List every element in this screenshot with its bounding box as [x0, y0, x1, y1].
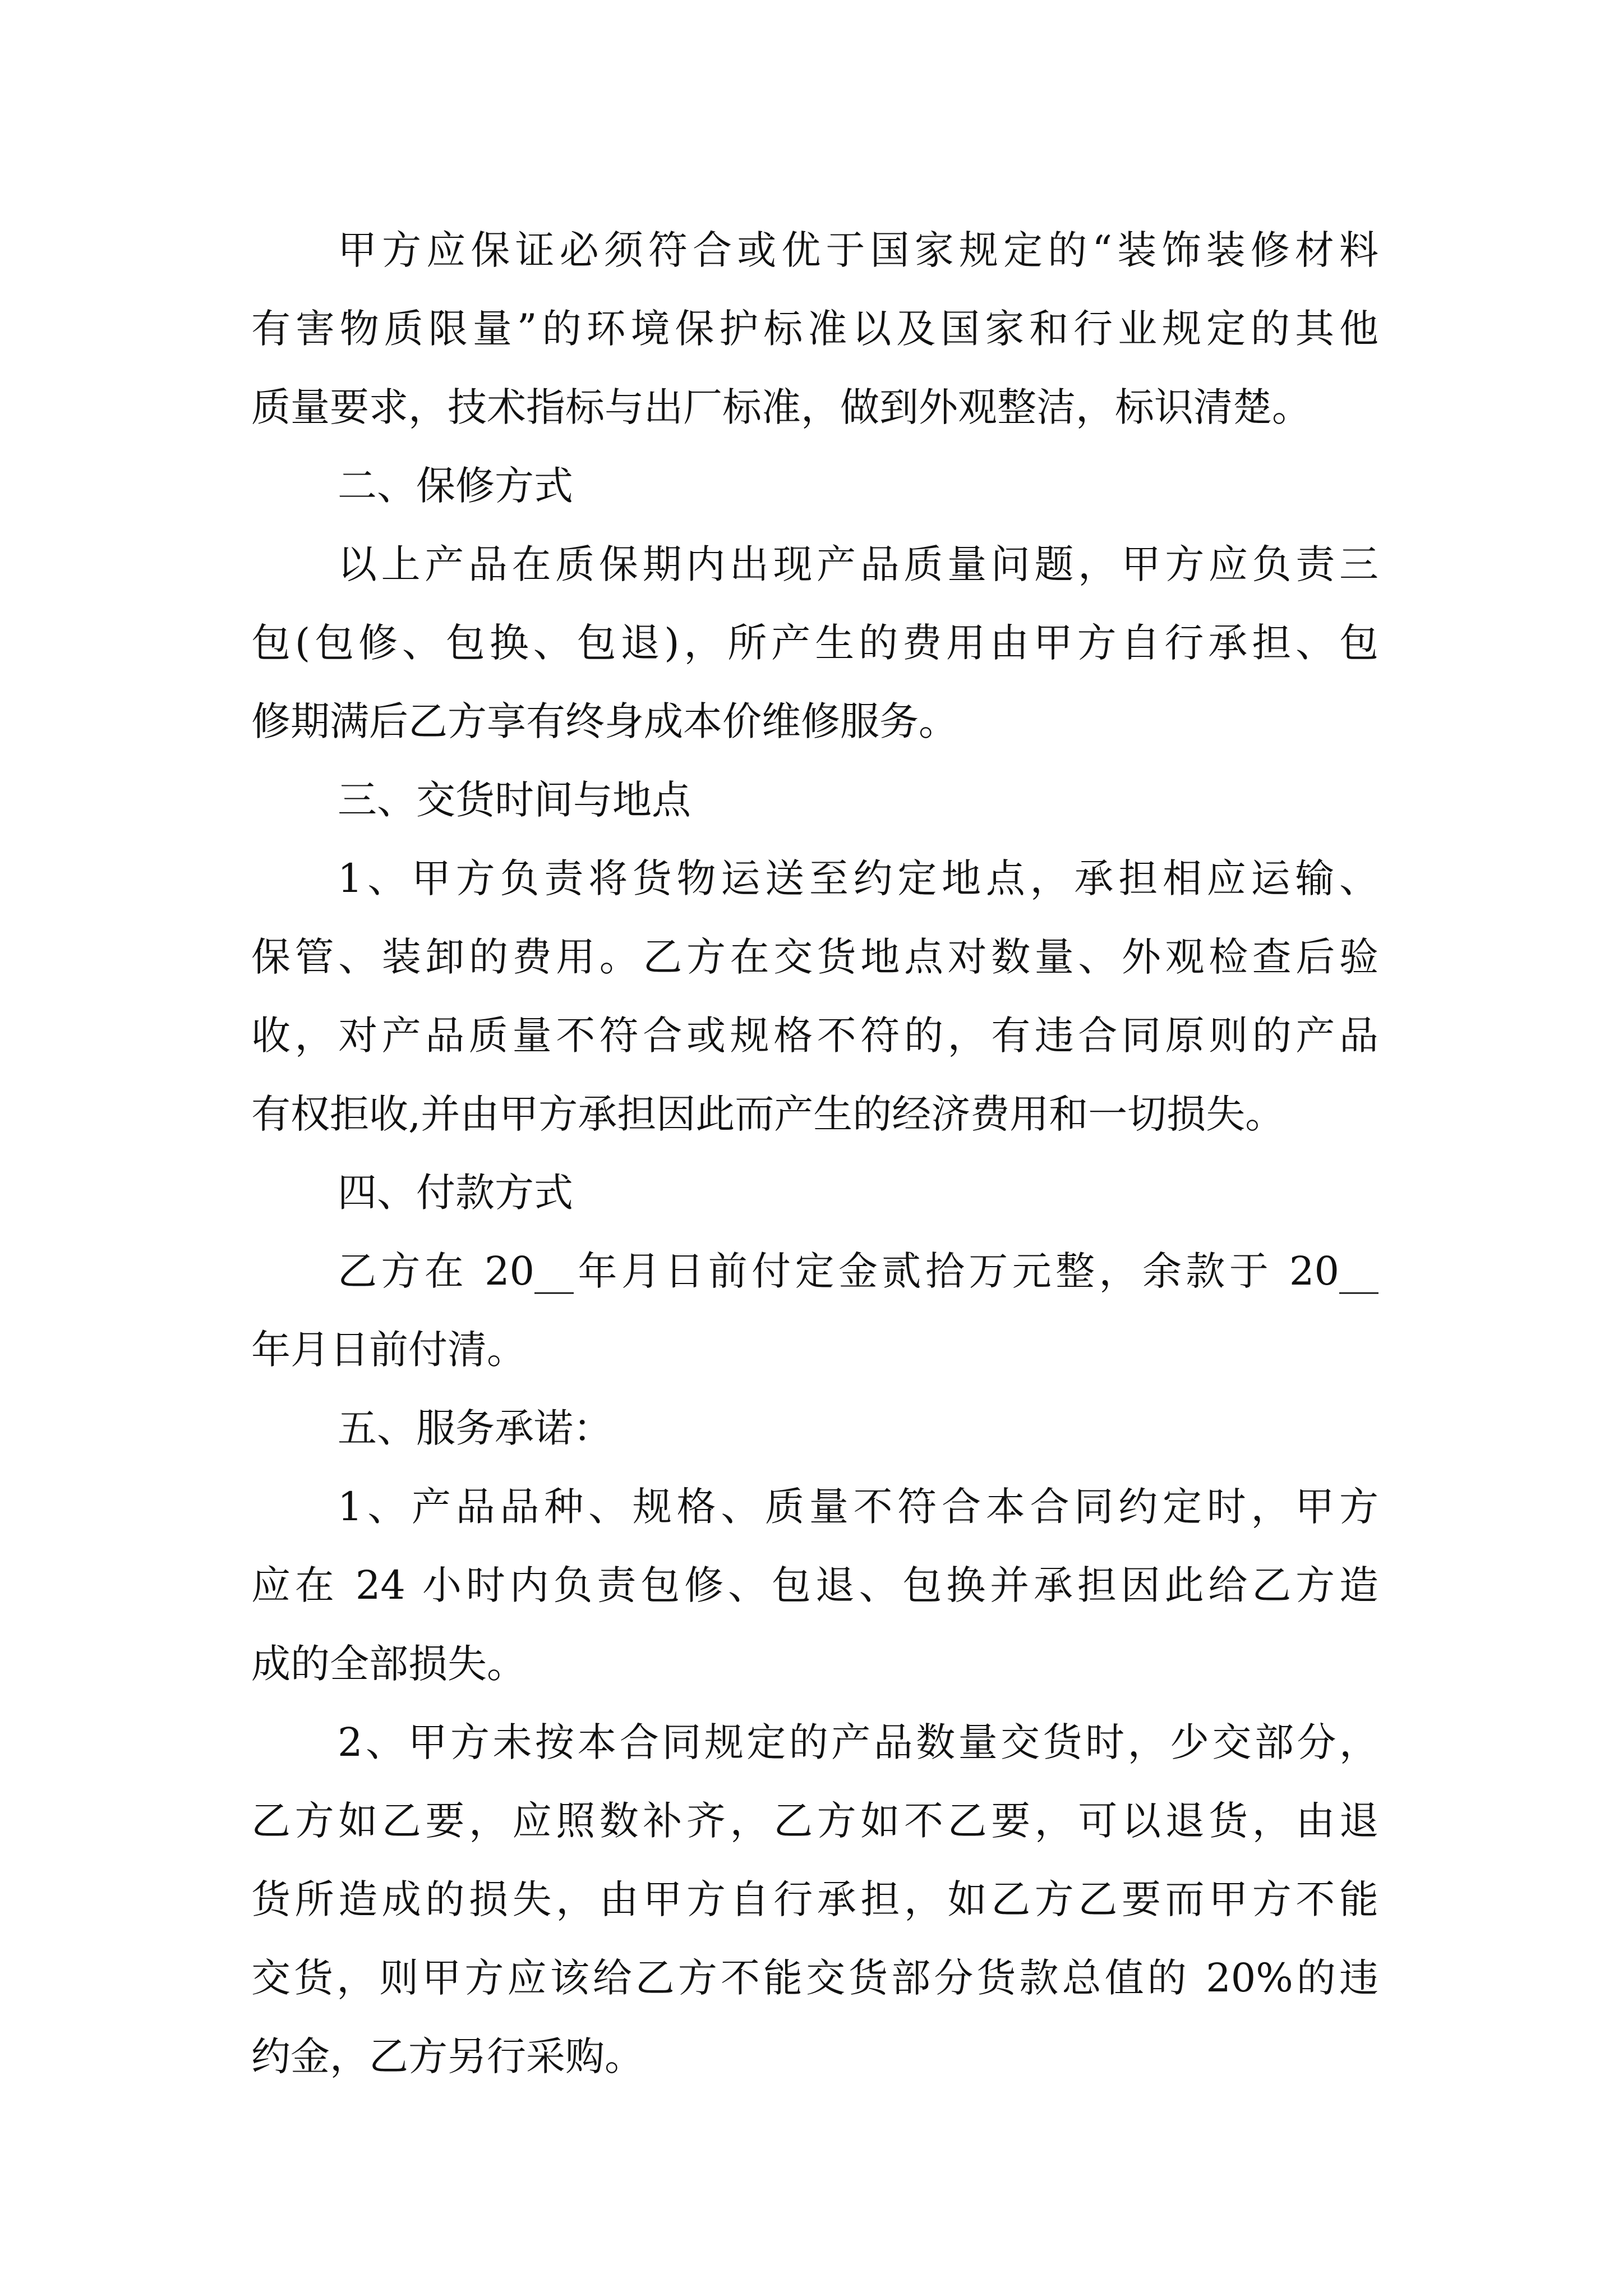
text-line: 应在 24 小时内负责包修、包退、包换并承担因此给乙方造 [251, 1562, 1378, 1608]
text-line: 有权拒收,并由甲方承担因此而产生的经济费用和一切损失。 [251, 1091, 1285, 1137]
text-line: 包(包修、包换、包退)，所产生的费用由甲方自行承担、包 [251, 620, 1378, 666]
text-line: 以上产品在质保期内出现产品质量问题，甲方应负责三 [338, 541, 1378, 587]
text-line: 有害物质限量”的环境保护标准以及国家和行业规定的其他 [251, 306, 1378, 352]
text-line: 甲方应保证必须符合或优于国家规定的“装饰装修材料 [338, 227, 1378, 273]
text-line: 二、保修方式 [338, 463, 573, 509]
text-line: 乙方如乙要，应照数补齐，乙方如不乙要，可以退货，由退 [251, 1798, 1378, 1844]
text-line: 年月日前付清。 [251, 1327, 526, 1373]
text-line: 2、甲方未按本合同规定的产品数量交货时，少交部分， [338, 1719, 1378, 1765]
text-line: 1、甲方负责将货物运送至约定地点，承担相应运输、 [338, 855, 1378, 901]
text-line: 四、付款方式 [338, 1170, 573, 1216]
text-line: 1、产品品种、规格、质量不符合本合同约定时，甲方 [338, 1484, 1378, 1530]
text-line: 约金，乙方另行采购。 [251, 2033, 644, 2079]
text-line: 质量要求，技术指标与出厂标准，做到外观整洁，标识清楚。 [251, 384, 1311, 430]
text-line: 保管、装卸的费用。乙方在交货地点对数量、外观检查后验 [251, 934, 1378, 980]
text-line: 三、交货时间与地点 [338, 777, 691, 823]
document-page [251, 211, 1378, 2096]
text-line: 货所造成的损失，由甲方自行承担，如乙方乙要而甲方不能 [251, 1876, 1378, 1922]
text-line: 收，对产品质量不符合或规格不符的，有违合同原则的产品 [251, 1013, 1378, 1059]
text-line: 交货，则甲方应该给乙方不能交货部分货款总值的 20%的违 [251, 1955, 1378, 2001]
text-line: 成的全部损失。 [251, 1641, 526, 1687]
text-line: 修期满后乙方享有终身成本价维修服务。 [251, 698, 958, 744]
text-line: 乙方在 20__年月日前付定金贰拾万元整，余款于 20__ [338, 1248, 1378, 1294]
text-line: 五、服务承诺： [338, 1405, 612, 1451]
